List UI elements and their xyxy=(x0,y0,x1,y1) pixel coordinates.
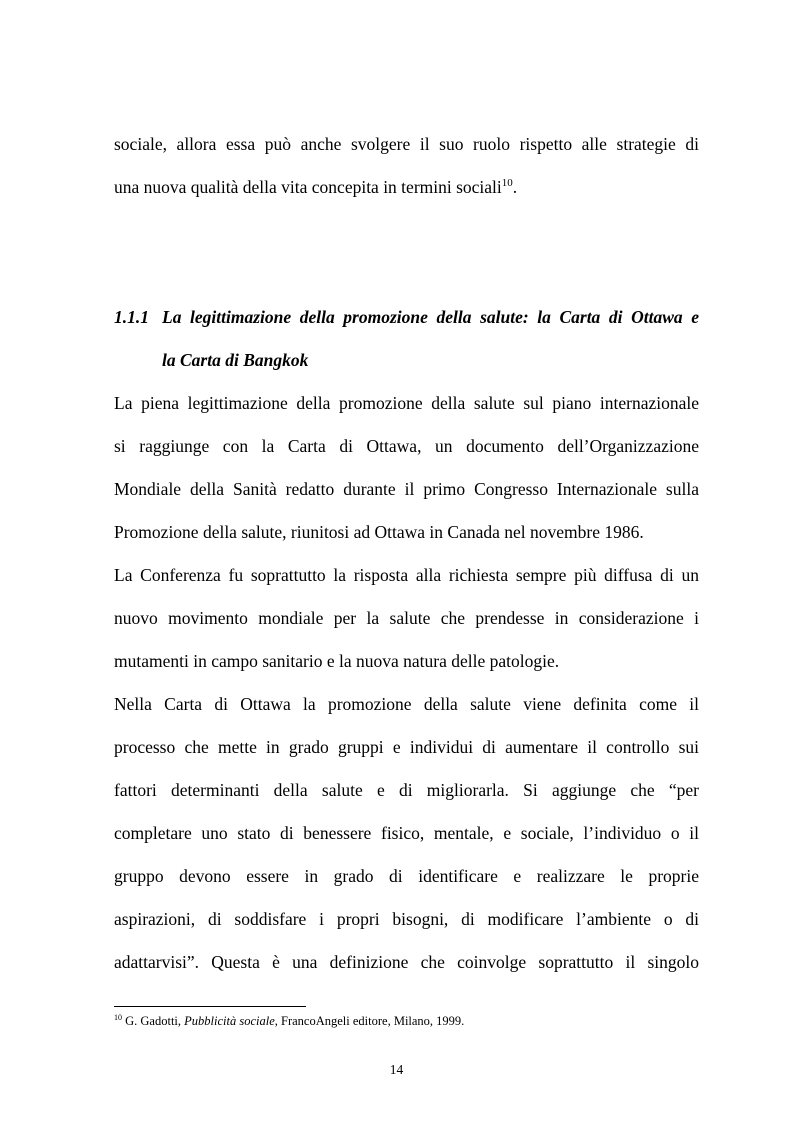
body-line: completare uno stato di benessere fisico, mentale, e sociale, l’individuo o il xyxy=(114,823,699,843)
body-line: Mondiale della Sanità redatto durante il primo Congresso Internazionale sulla xyxy=(114,479,699,499)
body-line: adattarvisi”. Questa è una definizione che coinvolge soprattutto il singolo xyxy=(114,952,699,972)
body-line: Nella Carta di Ottawa la promozione della salute viene definita come il xyxy=(114,694,699,714)
body-line: gruppo devono essere in grado di identificare e realizzare le proprie xyxy=(114,866,699,886)
footnote-reference: 10 xyxy=(501,177,513,189)
body-line: fattori determinanti della salute e di migliorarla. Si aggiunge che “per xyxy=(114,780,699,800)
body-line: La piena legittimazione della promozione della salute sul piano internazionale xyxy=(114,393,699,413)
footnote-author: G. Gadotti, xyxy=(122,1014,185,1028)
carryover-text: una nuova qualità della vita concepita in termini sociali xyxy=(114,177,502,197)
carryover-line xyxy=(114,177,699,197)
carryover-line: sociale, allora essa può anche svolgere il suo ruolo rispetto alle strategie di xyxy=(114,134,699,154)
body-line: nuovo movimento mondiale per la salute che prendesse in considerazione i xyxy=(114,608,699,628)
body-line: mutamenti in campo sanitario e la nuova natura delle patologie. xyxy=(114,651,560,671)
page-number: 14 xyxy=(389,1062,404,1077)
footnote-number: 10 xyxy=(114,1013,122,1022)
footnote-divider xyxy=(114,1006,306,1007)
section-number: 1.1.1 xyxy=(114,307,149,327)
carryover-text-end: . xyxy=(512,177,518,197)
footnote xyxy=(114,1013,464,1029)
body-line: Promozione della salute, riunitosi ad Ottawa in Canada nel novembre 1986. xyxy=(114,522,644,542)
body-line: si raggiunge con la Carta di Ottawa, un documento dell’Organizzazione xyxy=(114,436,699,456)
section-title-continued: la Carta di Bangkok xyxy=(162,350,309,370)
footnote-publisher: , FrancoAngeli editore, Milano, 1999. xyxy=(274,1014,465,1028)
body-line: aspirazioni, di soddisfare i propri bisogni, di modificare l’ambiente o di xyxy=(114,909,699,929)
section-title: La legittimazione della promozione della salute: la Carta di Ottawa e xyxy=(162,307,699,327)
body-line: La Conferenza fu soprattutto la risposta alla richiesta sempre più diffusa di un xyxy=(114,565,699,585)
body-line: processo che mette in grado gruppi e individui di aumentare il controllo sui xyxy=(114,737,699,757)
footnote-title: Pubblicità sociale xyxy=(184,1014,275,1028)
